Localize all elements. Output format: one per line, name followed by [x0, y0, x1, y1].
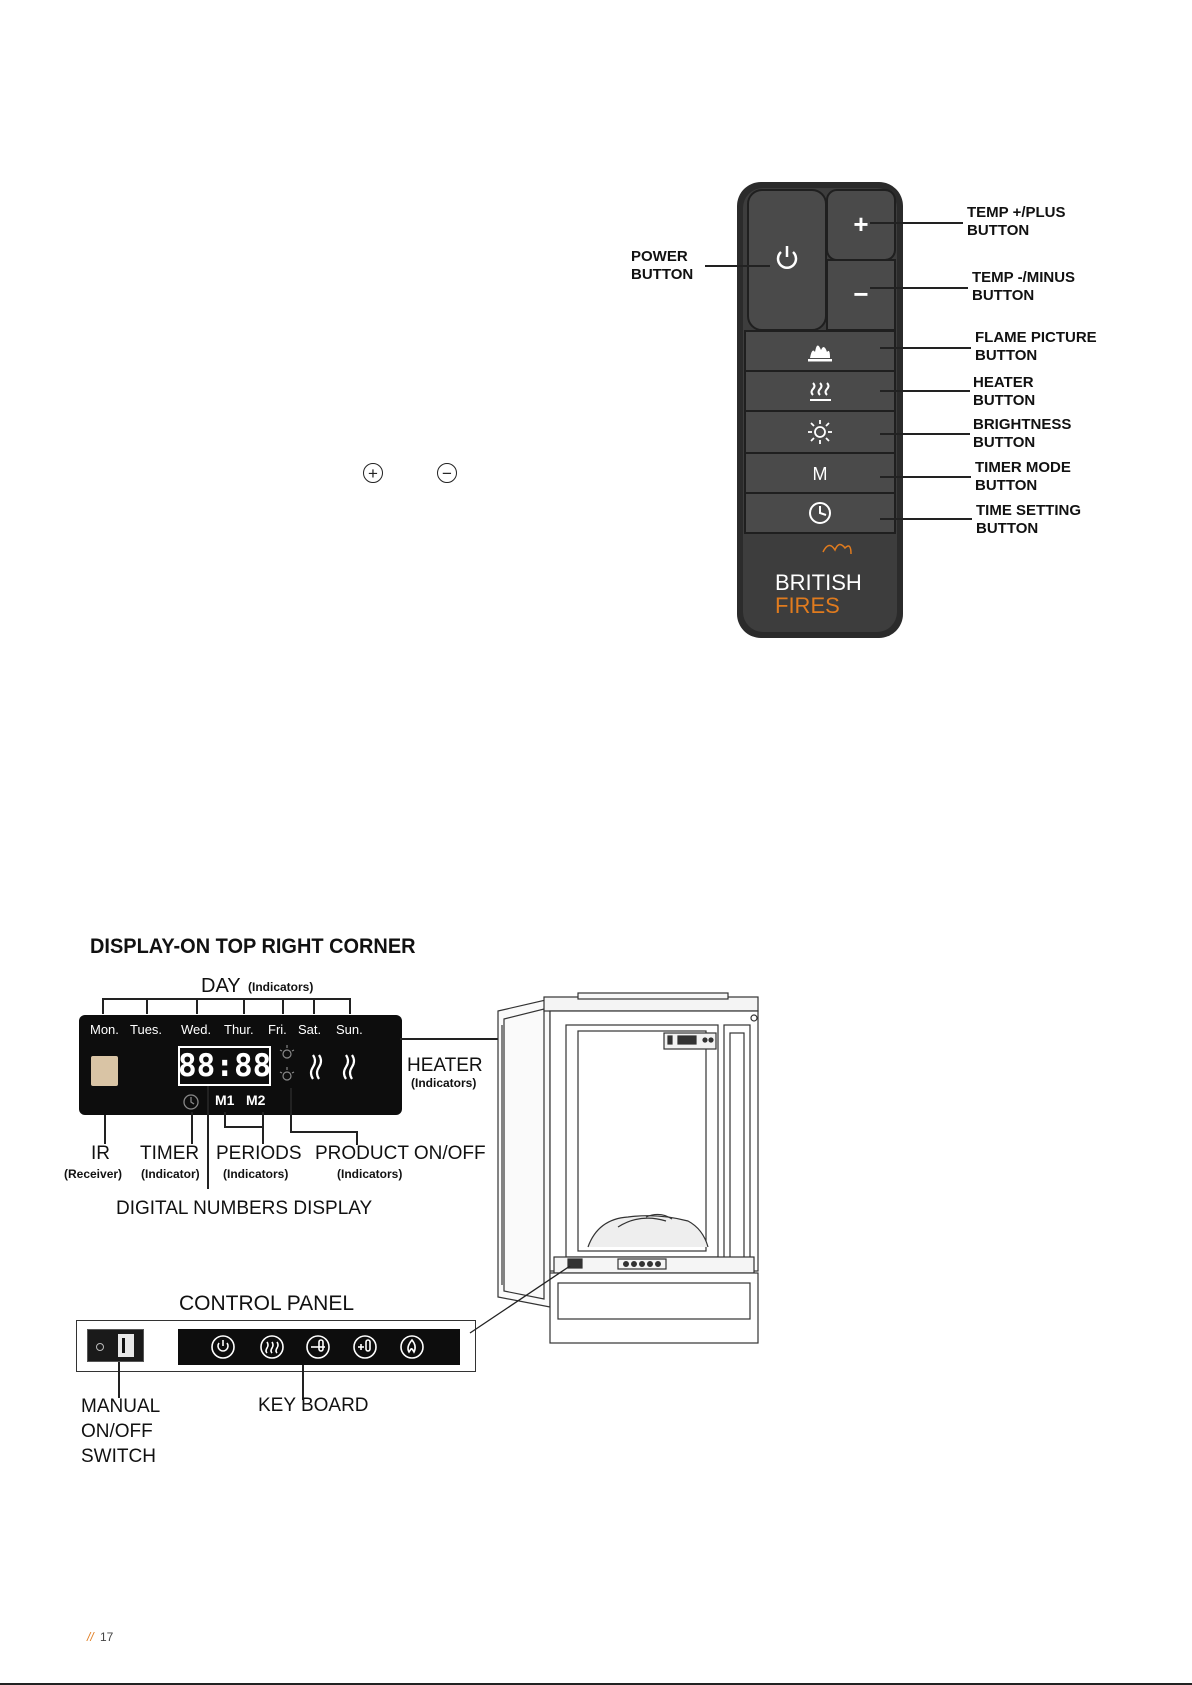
ir-receiver-window — [91, 1056, 118, 1086]
keyboard-keys — [178, 1329, 460, 1365]
brand-line2: FIRES — [775, 593, 840, 618]
timer-label: TIMER — [140, 1143, 200, 1164]
m2-indicator: M2 — [246, 1092, 266, 1108]
manual-switch[interactable] — [87, 1329, 144, 1362]
temp-plus-label-2: BUTTON — [967, 222, 1030, 239]
temp-plus-label-1: TEMP +/PLUS — [967, 204, 1066, 221]
day-sun: Sun. — [336, 1022, 363, 1037]
product-indicator-icons — [278, 1042, 298, 1088]
timer-sub-label: (Indicator) — [141, 1167, 200, 1181]
switch-off-mark — [96, 1343, 104, 1351]
heater-label-1: HEATER — [973, 374, 1034, 391]
day-indicators — [88, 1022, 388, 1040]
day-sub-label: (Indicators) — [248, 980, 314, 994]
flame-label-2: BUTTON — [975, 347, 1038, 364]
day-mon: Mon. — [90, 1022, 119, 1037]
temp-minus-label-1: TEMP -/MINUS — [972, 269, 1076, 286]
control-panel-leader — [466, 1262, 576, 1337]
product-label: PRODUCT ON/OFF — [315, 1143, 486, 1164]
flame-label-1: FLAME PICTURE — [975, 329, 1097, 346]
remote-heater-button[interactable] — [745, 371, 895, 411]
control-panel-heading: CONTROL PANEL — [179, 1292, 355, 1315]
heater-sub-label: (Indicators) — [411, 1076, 477, 1090]
timer-mode-label-2: BUTTON — [975, 477, 1038, 494]
manual-switch-label-1: MANUAL — [81, 1396, 161, 1417]
switch-rocker — [118, 1334, 134, 1357]
temp-minus-label-2: BUTTON — [972, 287, 1035, 304]
ir-sub-label: (Receiver) — [64, 1167, 123, 1181]
manual-switch-label-2: ON/OFF — [81, 1421, 153, 1442]
heater-label: HEATER — [407, 1055, 483, 1076]
remote-power-button[interactable] — [748, 190, 826, 330]
timer-mode-glyph: M — [812, 464, 828, 484]
timer-indicator-icon — [181, 1092, 201, 1112]
timer-mode-label-1: TIMER MODE — [975, 459, 1071, 476]
day-sat: Sat. — [298, 1022, 322, 1037]
key-heater-icon[interactable] — [261, 1336, 283, 1358]
remote-control — [735, 180, 905, 640]
day-wed: Wed. — [181, 1022, 212, 1037]
brand-line1: BRITISH — [775, 570, 862, 595]
product-sub-label: (Indicators) — [337, 1167, 403, 1181]
periods-label: PERIODS — [216, 1143, 302, 1164]
remote-brightness-button[interactable] — [745, 411, 895, 453]
ir-label: IR — [91, 1143, 110, 1164]
keyboard-label: KEY BOARD — [258, 1395, 369, 1416]
heater-label-2: BUTTON — [973, 392, 1036, 409]
day-label: DAY — [201, 975, 241, 997]
page-marker: // — [87, 1630, 94, 1644]
minus-glyph: − — [853, 279, 869, 309]
brightness-label-2: BUTTON — [973, 434, 1036, 451]
brightness-label-1: BRIGHTNESS — [973, 416, 1072, 433]
day-fri: Fri. — [268, 1022, 287, 1037]
digital-numbers-label: DIGITAL NUMBERS DISPLAY — [116, 1198, 373, 1219]
key-flame-icon[interactable] — [401, 1336, 423, 1358]
heater-indicator-icons — [306, 1052, 366, 1082]
minus-circle-icon: − — [437, 463, 457, 483]
periods-sub-label: (Indicators) — [223, 1167, 289, 1181]
m1-indicator: M1 — [215, 1092, 235, 1108]
time-setting-label-2: BUTTON — [976, 520, 1039, 537]
manual-switch-label-3: SWITCH — [81, 1446, 156, 1467]
time-setting-label-1: TIME SETTING — [976, 502, 1081, 519]
day-tues: Tues. — [130, 1022, 163, 1037]
power-label-2: BUTTON — [631, 266, 694, 283]
digital-display: 88:88 — [178, 1048, 272, 1084]
power-label-1: POWER — [631, 248, 688, 265]
page-number: 17 — [100, 1630, 114, 1644]
key-temp-plus-icon[interactable] — [354, 1336, 376, 1358]
plus-glyph: + — [853, 209, 869, 239]
day-thur: Thur. — [224, 1022, 254, 1037]
plus-circle-icon: + — [363, 463, 383, 483]
key-power-icon[interactable] — [212, 1336, 234, 1358]
display-heading: DISPLAY-ON TOP RIGHT CORNER — [90, 935, 416, 958]
switch-bar — [122, 1338, 125, 1353]
key-temp-minus-icon[interactable] — [307, 1336, 329, 1358]
